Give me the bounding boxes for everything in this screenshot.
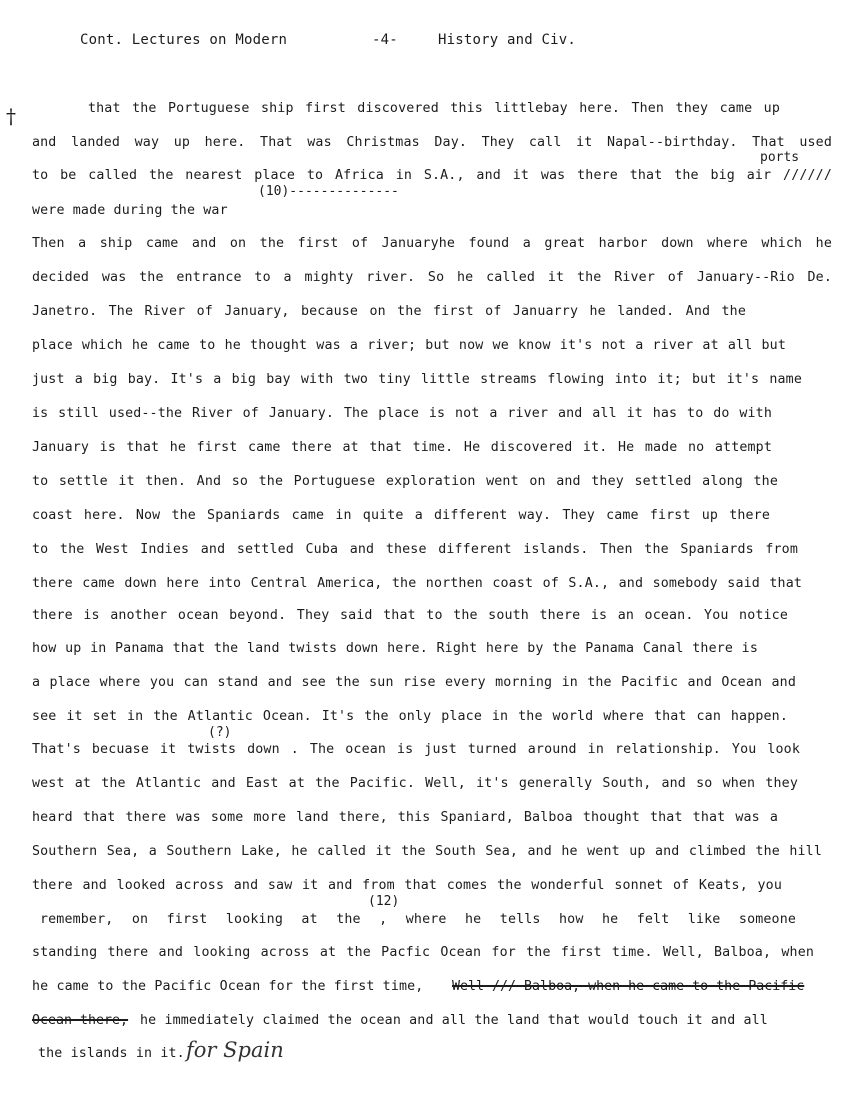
annotation-ref-12: (12) bbox=[368, 894, 400, 909]
annotation-ports: ports bbox=[760, 150, 800, 165]
text-line: a place where you can stand and see the sun rise every morning in the Pacific and Ocean and bbox=[32, 675, 796, 690]
text-line: and landed way up here. That was Christmas Day. They call it Napal--birthday. That used bbox=[32, 135, 832, 150]
annotation-ref-10: (10)-------------- bbox=[258, 184, 399, 199]
text-line: west at the Atlantic and East at the Pacific. Well, it's generally South, and so when they bbox=[32, 776, 798, 791]
text-line: there is another ocean beyond. They said that to the south there is an ocean. You notice bbox=[32, 608, 788, 623]
text-line: remember, on first looking at the , where he tells how he felt like someone bbox=[40, 912, 796, 927]
header-title-right: History and Civ. bbox=[438, 32, 577, 48]
struck-out-text: Well /// Balboa, when he came to the Pacific bbox=[452, 979, 805, 994]
text-line: he immediately claimed the ocean and all the land that would touch it and all bbox=[140, 1013, 768, 1028]
handwritten-annotation: for Spain bbox=[186, 1038, 284, 1062]
text-line: there and looked across and saw it and from that comes the wonderful sonnet of Keats, you bbox=[32, 878, 782, 893]
text-line: place which he came to he thought was a river; but now we know it's not a river at all but bbox=[32, 338, 786, 353]
text-line: the islands in it. bbox=[38, 1046, 185, 1061]
text-line: were made during the war bbox=[32, 203, 228, 218]
page-number: -4- bbox=[372, 32, 398, 48]
text-line: is still used--the River of January. The place is not a river and all it has to do with bbox=[32, 406, 772, 421]
text-line: decided was the entrance to a mighty river. So he called it the River of January--Rio De. bbox=[32, 270, 832, 285]
text-line: standing there and looking across at the Pacfic Ocean for the first time. Well, Balboa, when bbox=[32, 945, 814, 960]
text-line: coast here. Now the Spaniards came in quite a different way. They came first up there bbox=[32, 508, 770, 523]
text-line: That's becuase it twists down . The ocean is just turned around in relationship. You look bbox=[32, 742, 800, 757]
text-line: see it set in the Atlantic Ocean. It's the only place in the world where that can happen. bbox=[32, 709, 788, 724]
annotation-ref-question: (?) bbox=[208, 725, 232, 740]
header-title-left: Cont. Lectures on Modern bbox=[80, 32, 288, 48]
margin-pen-mark: † bbox=[6, 104, 16, 128]
text-line: there came down here into Central America, the northen coast of S.A., and somebody said that bbox=[32, 576, 802, 591]
text-line: Then a ship came and on the first of Januaryhe found a great harbor down where which he bbox=[32, 236, 832, 251]
text-line: to settle it then. And so the Portuguese exploration went on and they settled along the bbox=[32, 474, 778, 489]
text-line: heard that there was some more land there, this Spaniard, Balboa thought that that was a bbox=[32, 810, 778, 825]
text-line: just a big bay. It's a big bay with two tiny little streams flowing into it; but it's name bbox=[32, 372, 802, 387]
text-line: January is that he first came there at that time. He discovered it. He made no attempt bbox=[32, 440, 772, 455]
text-line: to be called the nearest place to Africa in S.A., and it was there that the big air ////// bbox=[32, 168, 832, 183]
text-line: that the Portuguese ship first discovered this littlebay here. Then they came up bbox=[88, 101, 780, 116]
text-line: Southern Sea, a Southern Lake, he called it the South Sea, and he went up and climbed the hill bbox=[32, 844, 822, 859]
text-line: Janetro. The River of January, because on the first of Januarry he landed. And the bbox=[32, 304, 746, 319]
text-line: how up in Panama that the land twists down here. Right here by the Panama Canal there is bbox=[32, 641, 758, 656]
struck-out-text: Ocean there, bbox=[32, 1013, 129, 1028]
text-line: he came to the Pacific Ocean for the first time, bbox=[32, 979, 424, 994]
text-line: to the West Indies and settled Cuba and these different islands. Then the Spaniards from bbox=[32, 542, 798, 557]
